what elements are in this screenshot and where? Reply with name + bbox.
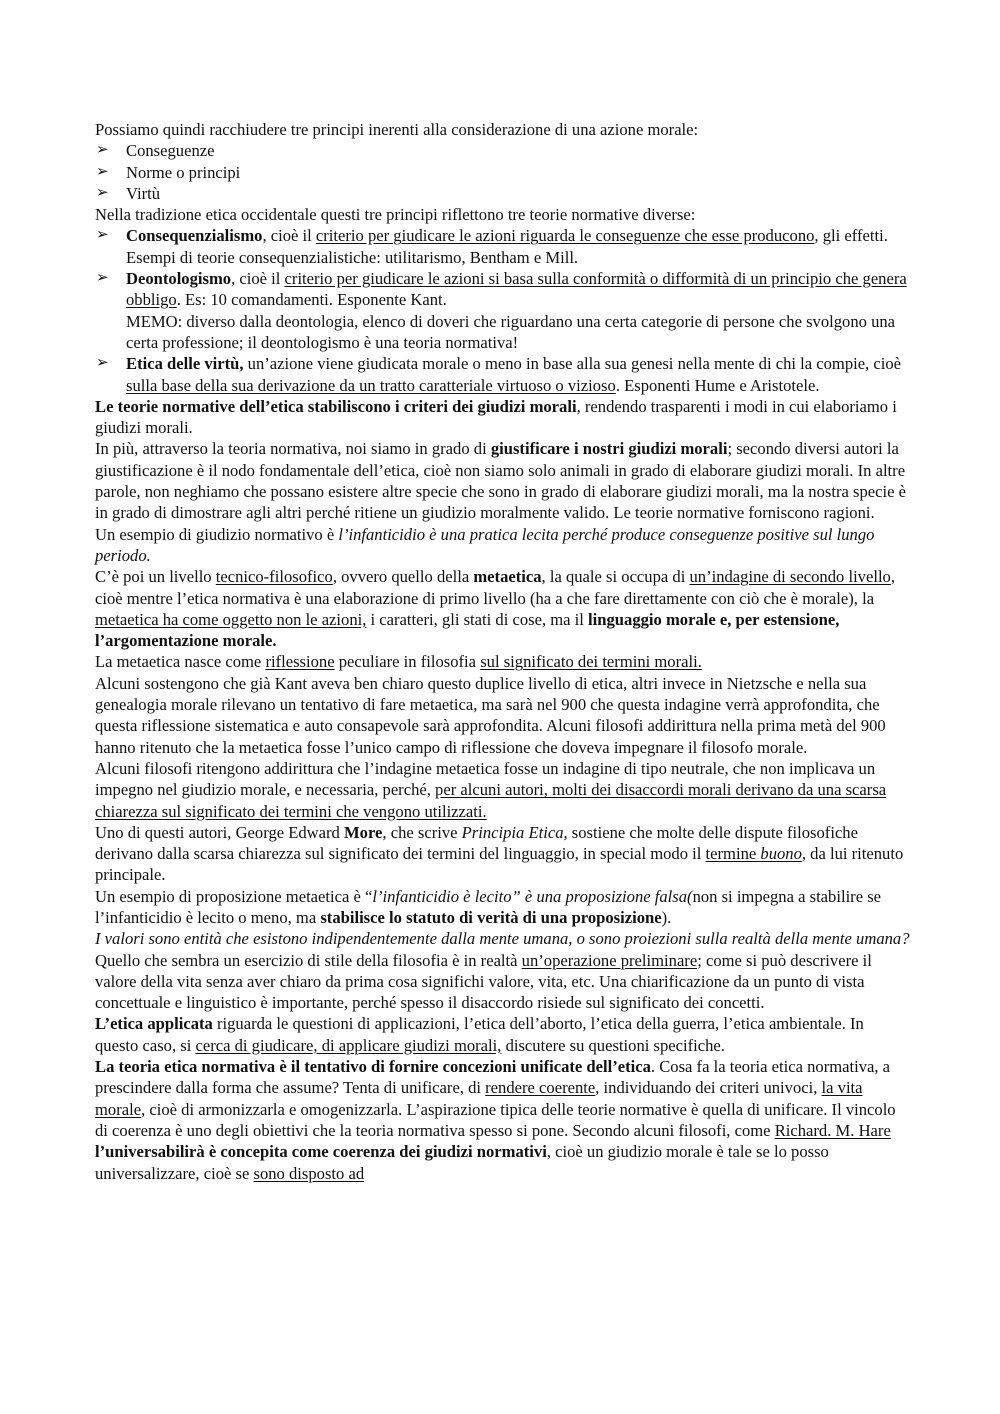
paragraph: Un esempio di giudizio normativo è l’infanticidio è una pratica lecita perché produce conseguenze positive sul lungo periodo. (95, 524, 875, 565)
intro-paragraph: Possiamo quindi racchiudere tre principi inerenti alla considerazione di una azione morale: (95, 120, 699, 139)
paragraph: Uno di questi autori, George Edward More, che scrive Principia Etica, sostiene che molte delle dispute filosofiche derivano dalla scarsa chiarezza sul significato dei termini del linguaggio, in special modo il termine buono, da lui ritenuto principale. (95, 822, 904, 885)
paragraph: Quello che sembra un esercizio di stile della filosofia è in realtà un’operazione preliminare; come si può descrivere il valore della vita senza aver chiaro da prima cosa significhi valore, vita, etc. Una chiarificazione da un punto di vista concettuale e linguistico è importante, perché spesso il disaccordo risiede sul significato dei concetti. (95, 950, 872, 1013)
document-page (95, 119, 910, 1184)
paragraph: Alcuni filosofi ritengono addirittura che l’indagine metaetica fosse un indagine di tipo neutrale, che non implicava un impegno nel giudizio morale, e necessaria, perché, per alcuni autori, molti dei disaccordi morali derivano da una scarsa chiarezza sul significato dei termini che vengono utilizzati. (95, 758, 887, 821)
arrow-bullet-icon: ➢ (96, 184, 109, 201)
arrow-bullet-icon: ➢ (96, 355, 109, 372)
principles-list (95, 140, 910, 204)
paragraph: L’etica applicata riguarda le questioni di applicazioni, l’etica dell’aborto, l’etica della guerra, l’etica ambientale. In questo caso, si cerca di giudicare, di applicare giudizi morali, discutere su questioni specifiche. (95, 1014, 864, 1055)
paragraph: Alcuni sostengono che già Kant aveva ben chiaro questo duplice livello di etica, altri invece in Nietzsche e nella sua genealogia morale rilevano un tentativo di fare metaetica, ma sarà nel 900 che questa indagine verrà approfondita, che questa riflessione sistematica e auto consapevole sarà approfondita. Alcuni filosofi addirittura nella prima metà del 900 hanno ritenuto che la metaetica fosse l’unico campo di riflessione che doveva impegnare il filosofo morale. (95, 673, 886, 757)
paragraph: In più, attraverso la teoria normativa, noi siamo in grado di giustificare i nostri giudizi morali; secondo diversi autori la giustificazione è il nodo fondamentale dell’etica, cioè non siamo solo animali in grado di elaborare giudizi morali. In altre parole, non neghiamo che possano esistere altre specie che sono in grado di elaborare giudizi morali, ma la nostra specie è in grado di dimostrare agli altri perché ritiene un giudizio moralmente valido. Le teorie normative forniscono ragioni. (95, 439, 906, 523)
arrow-bullet-icon: ➢ (96, 270, 109, 287)
memo-note: MEMO: diverso dalla deontologia, elenco di doveri che riguardano una certa categorie di persone che svolgono una certa professione; il deontologismo è una teoria normativa! (126, 311, 896, 352)
arrow-bullet-icon: ➢ (96, 163, 109, 180)
paragraph: La teoria etica normativa è il tentativo di fornire concezioni unificate dell’etica. Cosa fa la teoria etica normativa, a prescindere dalla forma che assume? Tenta di unificare, di rendere coerente, individuando dei criteri univoci, la vita morale, cioè di armonizzarla e omogenizzarla. L’aspirazione tipica delle teorie normative è quella di unificare. Il vincolo di coerenza è uno degli obiettivi che la teoria normativa spesso si pone. Secondo alcuni filosofi, come Richard. M. Hare l’universabilirà è concepita come coerenza dei giudizi normativi, cioè un giudizio morale è tale se lo posso universalizzare, cioè se sono disposto ad (95, 1057, 896, 1183)
arrow-bullet-icon: ➢ (96, 227, 109, 244)
question-paragraph: I valori sono entità che esistono indipendentemente dalla mente umana, o sono proiezioni sulla realtà della mente umana? (95, 929, 910, 949)
arrow-bullet-icon: ➢ (96, 142, 109, 159)
list-item-consequenzialismo: ➢ Consequenzialismo, cioè il criterio per giudicare le azioni riguarda le conseguenze che esse producono, gli effetti. Esempi di teorie consequenzialistiche: utilitarismo, Bentham e Mill. (96, 226, 888, 267)
list-item-etica-virtu: ➢ Etica delle virtù, un’azione viene giudicata morale o meno in base alla sua genesi nella mente di chi la compie, cioè sulla base della sua derivazione da un tratto caratteriale virtuoso o vizioso. Esponenti Hume e Aristotele. (96, 354, 902, 395)
paragraph: La metaetica nasce come riflessione peculiare in filosofia sul significato dei termini morali. (95, 652, 702, 672)
paragraph: Un esempio di proposizione metaetica è “l’infanticidio è lecito” è una proposizione falsa(non si impegna a stabilire se l’infanticidio è lecito o meno, ma stabilisce lo statuto di verità di una proposizione). (95, 886, 882, 927)
list-item: ➢ Conseguenze (96, 141, 215, 161)
list-item: ➢ Norme o principi (96, 162, 241, 182)
theories-list (95, 225, 910, 395)
list-item-deontologismo: ➢ Deontologismo, cioè il criterio per giudicare le azioni si basa sulla conformità o difformità di un principio che genera obbligo. Es: 10 comandamenti. Esponente Kant. MEMO: diverso dalla deontologia, elenco di doveri che riguardano una certa categorie di persone che svolgono una certa professione; il deontologismo è una teoria normativa! (96, 269, 907, 352)
paragraph: C’è poi un livello tecnico-filosofico, ovvero quello della metaetica, la quale si occupa di un’indagine di secondo livello, cioè mentre l’etica normativa è una elaborazione di primo livello (ha a che fare direttamente con ciò che è morale), la metaetica ha come oggetto non le azioni, i caratteri, gli stati di cose, ma il linguaggio morale e, per estensione, l’argomentazione morale. (95, 567, 896, 651)
list-item: ➢ Virtù (96, 183, 161, 203)
theories-intro: Nella tradizione etica occidentale questi tre principi riflettono tre teorie normative diverse: (95, 205, 696, 225)
paragraph: Le teorie normative dell’etica stabiliscono i criteri dei giudizi morali, rendendo trasparenti i modi in cui elaboriamo i giudizi morali. (95, 396, 897, 438)
